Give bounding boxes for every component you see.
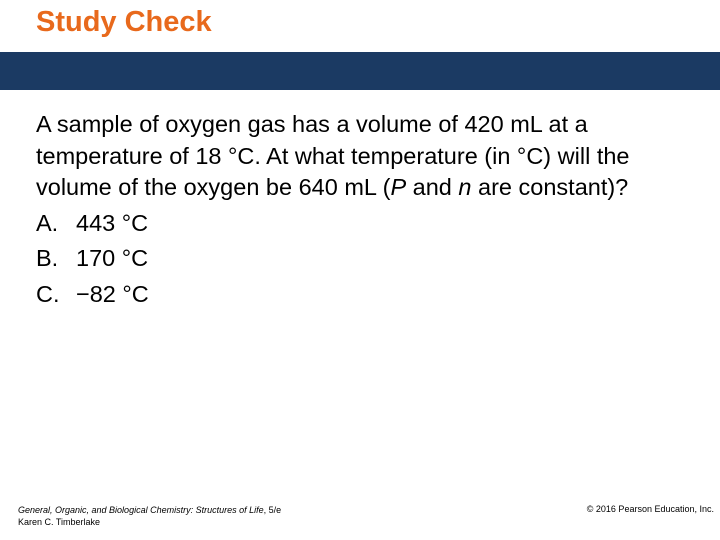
footer-book-title: General, Organic, and Biological Chemistry: Structures of Life [18,505,264,515]
question-part-2: and [406,174,459,200]
option-a-text: 443 °C [76,209,149,236]
variable-n: n [458,174,472,200]
option-b-letter: B. [36,245,59,271]
question-part-1: A sample of oxygen gas has a volume of 420 mL at a temperature of 18 °C. At what temperature (in °C) will the volume of the oxygen be 640 mL ( [36,111,630,200]
question-block [36,109,706,310]
option-a-letter: A. [36,209,59,236]
footer-author: Karen C. Timberlake [18,517,101,527]
footer-copyright: © 2016 Pearson Education, Inc. [586,504,714,514]
variable-p: P [390,174,407,200]
slide-title: Study Check [36,6,212,38]
header-band [0,52,720,90]
option-a [36,208,706,240]
option-b [36,243,706,275]
option-b-text: 170 °C [76,245,149,271]
question-text [36,109,706,204]
footer-edition: , 5/e [263,505,282,515]
option-c-text: −82 °C [76,280,149,307]
footer-citation [18,504,281,528]
question-part-3: are constant)? [471,174,629,200]
option-c-letter: C. [36,280,60,307]
option-c [36,279,706,311]
